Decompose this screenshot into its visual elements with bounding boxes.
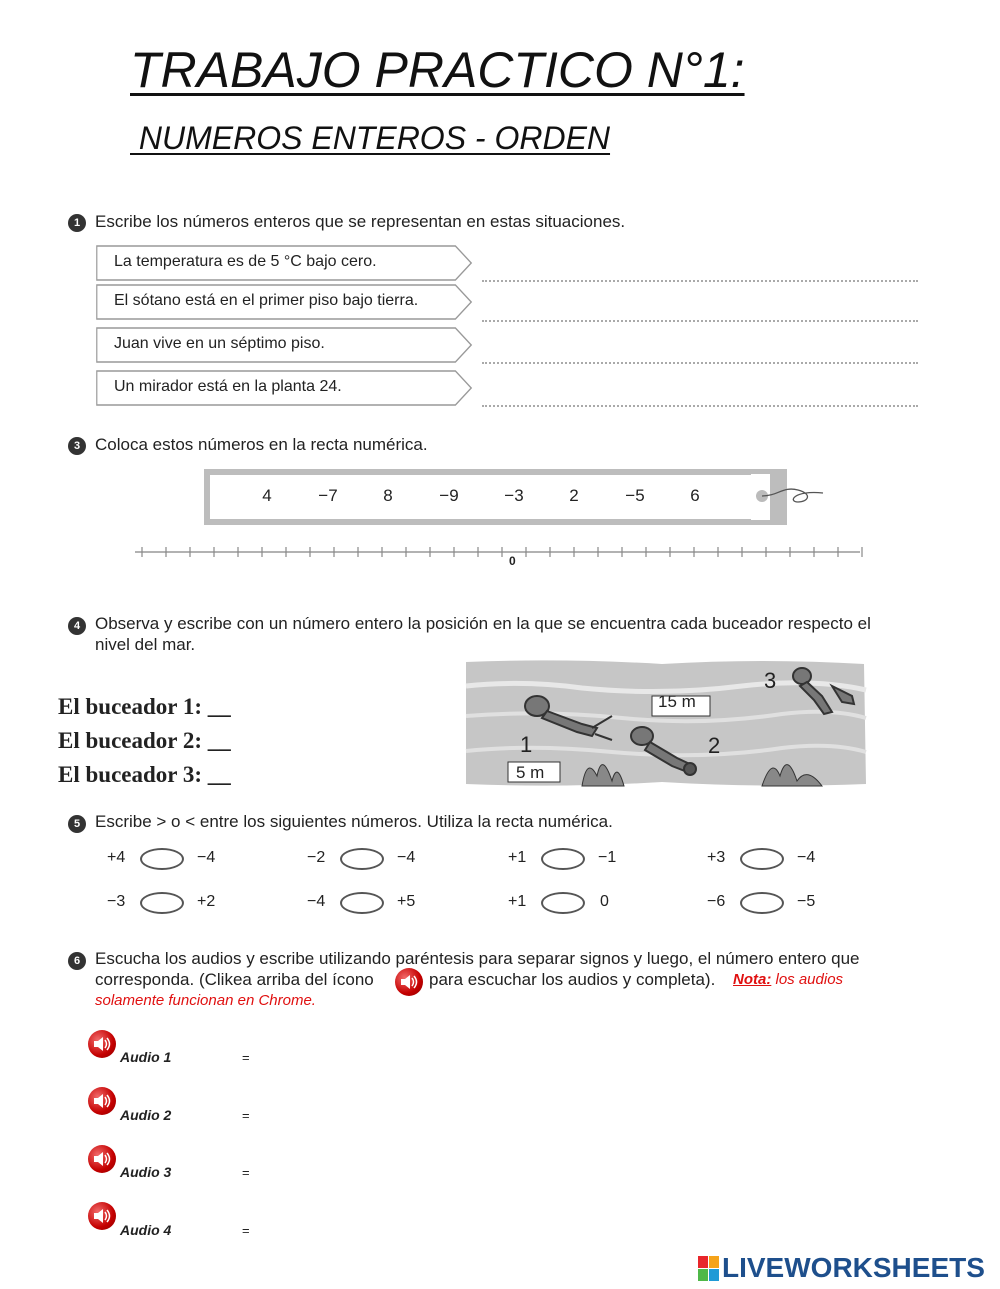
situation-text: Juan vive en un séptimo piso. (114, 335, 325, 352)
diver-marker: 1 (520, 732, 533, 757)
diver-2-answer[interactable]: El buceador 2: __ (58, 728, 231, 753)
exercise-1-instruction: Escribe los números enteros que se representan en estas situaciones. (95, 212, 626, 231)
answer-line[interactable] (482, 362, 918, 364)
compare-answer-oval[interactable] (340, 892, 384, 914)
situation-tag (96, 370, 476, 404)
exercise-number: 5 (68, 815, 86, 833)
exercise-4-instruction: Observa y escribe con un número entero la posición en la que se encuentra cada buceador respecto el (95, 614, 871, 633)
speaker-icon (395, 968, 423, 996)
compare-right: 0 (600, 893, 609, 910)
exercise-6-instruction-cont: corresponda. (Clikea arriba del ícono (95, 970, 374, 989)
diver-1-answer[interactable]: El buceador 1: __ (58, 694, 231, 719)
speaker-icon (93, 1208, 111, 1224)
exercise-number: 4 (68, 617, 86, 635)
logo-block (709, 1256, 719, 1268)
situation-tag (96, 245, 476, 279)
exercise-number: 6 (68, 952, 86, 970)
exercise-3-instruction: Coloca estos números en la recta numérica. (95, 435, 428, 454)
speaker-icon (93, 1151, 111, 1167)
number-line (130, 540, 870, 564)
exercise-5-instruction: Escribe > o < entre los siguientes números. Utiliza la recta numérica. (95, 812, 613, 831)
compare-answer-oval[interactable] (140, 848, 184, 870)
compare-left: −2 (307, 849, 326, 866)
compare-answer-oval[interactable] (541, 892, 585, 914)
number-to-place[interactable]: −7 (318, 486, 338, 505)
diver-marker: 2 (708, 733, 721, 758)
compare-left: +3 (707, 849, 726, 866)
liveworksheets-logo-icon (698, 1256, 720, 1282)
number-to-place[interactable]: 8 (383, 486, 393, 505)
audio-equals: = (242, 1223, 250, 1238)
liveworksheets-brand: LIVEWORKSHEETS (722, 1252, 985, 1283)
logo-block (698, 1256, 708, 1268)
audio-play-button[interactable] (88, 1030, 116, 1058)
audio-equals: = (242, 1165, 250, 1180)
page-subtitle: NUMEROS ENTEROS - ORDEN (130, 120, 611, 156)
zero-label: 0 (509, 554, 516, 568)
situation-text: El sótano está en el primer piso bajo tierra. (114, 292, 419, 309)
compare-right: −4 (397, 849, 416, 866)
compare-right: −1 (598, 849, 617, 866)
exercise-6-instruction: Escucha los audios y escribe utilizando paréntesis para separar signos y luego, el número entero que (95, 949, 860, 968)
compare-right: −5 (797, 893, 816, 910)
compare-answer-oval[interactable] (140, 892, 184, 914)
nota (733, 971, 843, 988)
number-to-place[interactable]: −3 (504, 486, 524, 505)
speaker-icon (93, 1093, 111, 1109)
answer-line[interactable] (482, 405, 918, 407)
logo-block (698, 1269, 708, 1281)
exercise-4-instruction-cont: nivel del mar. (95, 635, 196, 654)
number-to-place[interactable]: −9 (439, 486, 459, 505)
nota-text-cont: solamente funcionan en Chrome. (95, 992, 316, 1009)
speaker-icon (93, 1036, 111, 1052)
audio-answer-field[interactable] (260, 1104, 460, 1126)
number-to-place[interactable]: 4 (262, 486, 272, 505)
situation-tag (96, 284, 476, 318)
number-to-place[interactable]: −5 (625, 486, 645, 505)
compare-left: −4 (307, 893, 326, 910)
compare-answer-oval[interactable] (740, 848, 784, 870)
compare-answer-oval[interactable] (340, 848, 384, 870)
depth-label: 15 m (658, 692, 696, 711)
diver-3-answer[interactable]: El buceador 3: __ (58, 762, 231, 787)
logo-block (709, 1269, 719, 1281)
number-to-place[interactable]: 2 (569, 486, 579, 505)
answer-line[interactable] (482, 320, 918, 322)
audio-answer-field[interactable] (260, 1219, 460, 1241)
compare-left: +1 (508, 849, 527, 866)
diver-marker: 3 (764, 668, 777, 693)
audio-answer-field[interactable] (260, 1046, 460, 1068)
compare-right: +5 (397, 893, 416, 910)
depth-label: 5 m (516, 763, 545, 782)
audio-label: Audio 2 (120, 1107, 172, 1123)
compare-left: −6 (707, 893, 726, 910)
audio-play-button[interactable] (88, 1087, 116, 1115)
compare-left: +1 (508, 893, 527, 910)
exercise-number: 3 (68, 437, 86, 455)
audio-equals: = (242, 1050, 250, 1065)
audio-equals: = (242, 1108, 250, 1123)
compare-left: −3 (107, 893, 126, 910)
compare-answer-oval[interactable] (740, 892, 784, 914)
compare-right: −4 (197, 849, 216, 866)
audio-play-button[interactable] (88, 1202, 116, 1230)
page-title: TRABAJO PRACTICO N°1: (130, 42, 745, 98)
audio-label: Audio 3 (120, 1164, 172, 1180)
audio-answer-field[interactable] (260, 1161, 460, 1183)
compare-left: +4 (107, 849, 126, 866)
compare-right: +2 (197, 893, 216, 910)
compare-answer-oval[interactable] (541, 848, 585, 870)
answer-line[interactable] (482, 280, 918, 282)
nota-text: los audios (771, 971, 844, 988)
exercise-6-instruction-cont2: para escuchar los audios y completa). (429, 970, 716, 989)
situation-text: La temperatura es de 5 °C bajo cero. (114, 253, 377, 270)
audio-label: Audio 4 (120, 1222, 172, 1238)
nota-label: Nota: (733, 971, 772, 988)
situation-tag (96, 327, 476, 361)
situation-text: Un mirador está en la planta 24. (114, 378, 342, 395)
number-to-place[interactable]: 6 (690, 486, 700, 505)
exercise-number: 1 (68, 214, 86, 232)
compare-right: −4 (797, 849, 816, 866)
audio-label: Audio 1 (120, 1049, 172, 1065)
audio-play-button[interactable] (88, 1145, 116, 1173)
